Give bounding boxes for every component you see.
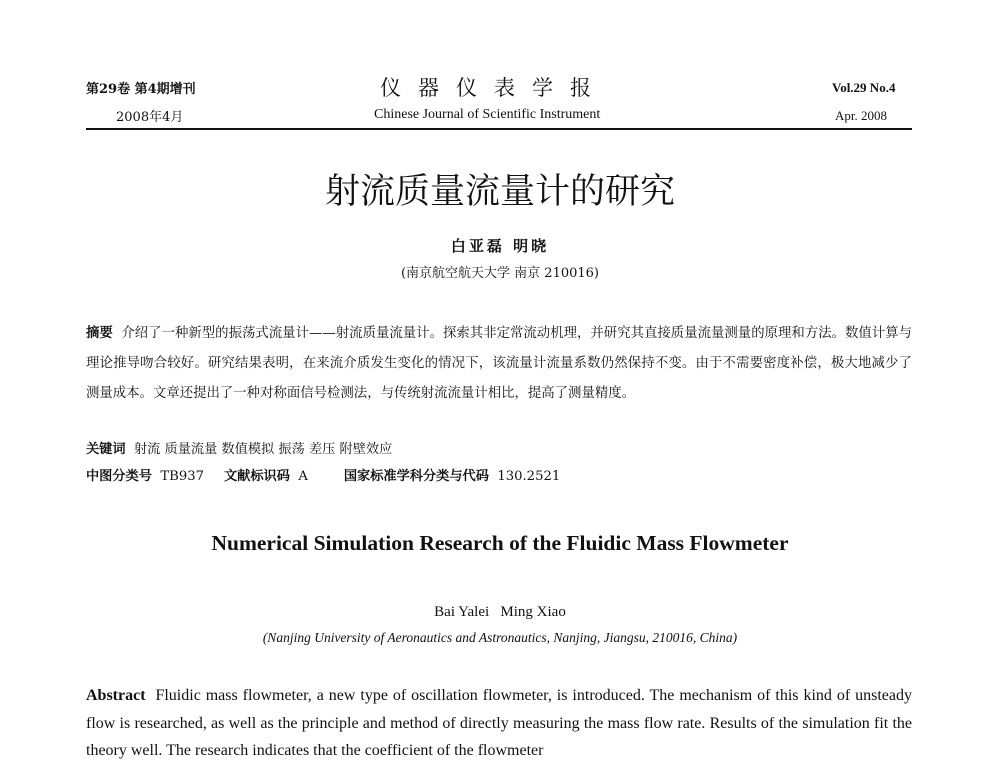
keywords-cn	[86, 435, 912, 465]
paper-title-cn: 射流质量流量计的研究	[324, 172, 675, 212]
std-code-label: 国家标准学科分类与代码	[343, 469, 489, 484]
doc-code-value: A	[298, 469, 308, 484]
date-cn: 2008年4月	[116, 110, 184, 125]
header-rule	[86, 128, 912, 130]
affiliation-en: (Nanjing University of Aeronautics and Astronautics, Nanjing, Jiangsu, 210016, China)	[262, 630, 738, 645]
abstract-en	[86, 682, 912, 765]
clc-label: 中图分类号	[86, 469, 152, 484]
authors-en: Bai Yalei Ming Xiao	[434, 604, 566, 620]
paper-title-en: Numerical Simulation Research of the Fluidic Mass Flowmeter	[211, 531, 789, 555]
journal-title-cn: 仪器仪表学报	[380, 76, 608, 100]
volume-en: Vol.29 No.4	[832, 80, 896, 95]
classification-line	[86, 462, 912, 492]
keywords-cn-items: 射流 质量流量 数值模拟 振荡 差压 附壁效应	[133, 442, 393, 457]
abstract-cn-label: 摘要	[86, 325, 113, 341]
volume-cn: 第29卷 第4期增刊	[86, 82, 196, 97]
affiliation-cn: (南京航空航天大学 南京 210016)	[400, 266, 600, 281]
clc-value: TB937	[160, 469, 204, 484]
authors-cn: 白亚磊 明晓	[450, 237, 550, 255]
journal-title-en: Chinese Journal of Scientific Instrument	[374, 107, 601, 122]
abstract-en-text: Fluidic mass flowmeter, a new type of oscillation flowmeter, is introduced. The mechanism of this kind of unsteady flow is researched, as well as the principle and method of directly measuring the mass flow rate. Results of the simulation fit the theory well. The research indicates that the coefficient of the flowmeter	[86, 687, 913, 759]
abstract-cn	[86, 318, 912, 409]
doc-code-label: 文献标识码	[224, 469, 290, 484]
abstract-en-label: Abstract	[86, 687, 146, 704]
keywords-cn-label: 关键词	[86, 442, 126, 457]
abstract-cn-text: 介绍了一种新型的振荡式流量计——射流质量流量计。探索其非定常流动机理，并研究其直接质量流量测量的原理和方法。数值计算与理论推导吻合较好。研究结果表明，在来流介质发生变化的情况下，该流量计流量系数仍然保持不变。由于不需要密度补偿，极大地减少了测量成本。文章还提出了一种对称面信号检测法，与传统射流流量计相比，提高了测量精度。	[86, 326, 913, 401]
date-en: Apr. 2008	[835, 108, 887, 123]
std-code-value: 130.2521	[497, 469, 561, 484]
